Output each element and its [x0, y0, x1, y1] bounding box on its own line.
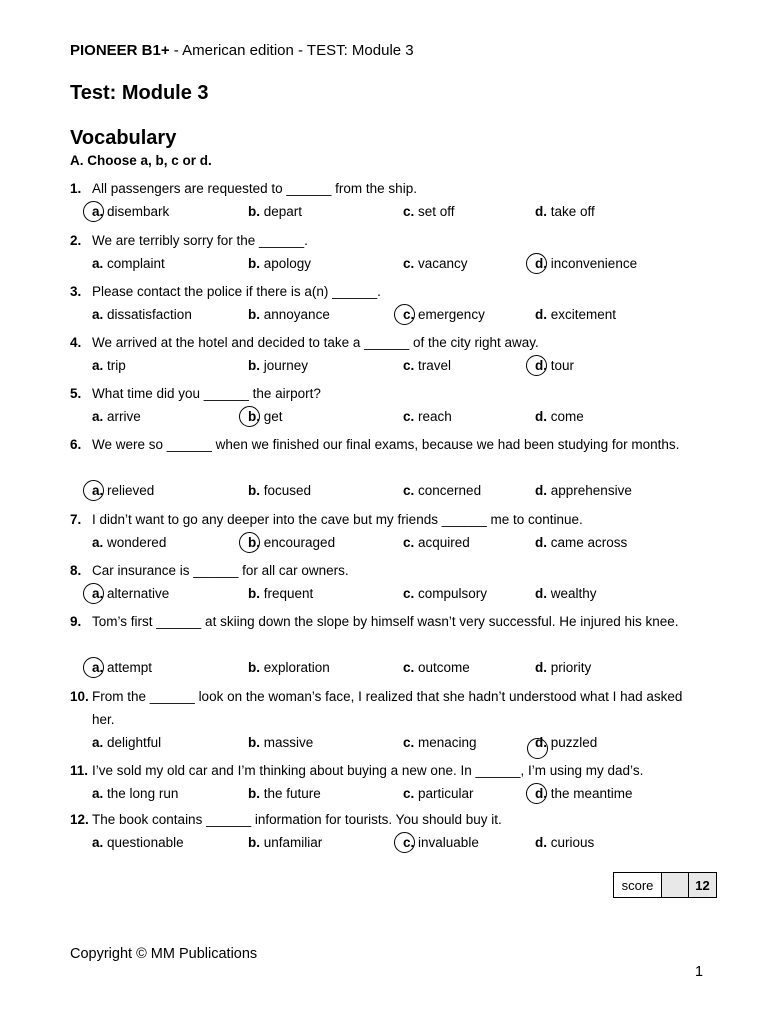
option-letter: a. — [92, 835, 104, 850]
option-label: apprehensive — [550, 483, 632, 498]
option-letter: c. — [403, 483, 415, 498]
option-label: questionable — [107, 835, 184, 850]
copyright-footer: Copyright © MM Publications — [70, 946, 258, 962]
answer-options — [70, 782, 710, 805]
option-label: excitement — [550, 307, 617, 322]
selected-answer-circle — [394, 832, 415, 853]
answer-options — [70, 354, 710, 377]
option-letter: c. — [403, 358, 415, 373]
score-value — [662, 873, 689, 897]
question-number: 8. — [70, 563, 82, 578]
option-letter: d. — [535, 586, 547, 601]
option-letter: b. — [248, 409, 260, 424]
selected-answer-circle — [526, 253, 547, 274]
option-label: tour — [550, 358, 575, 373]
option-c[interactable] — [403, 782, 474, 805]
option-d[interactable] — [535, 405, 584, 428]
page-title: Test: Module 3 — [70, 82, 209, 104]
option-b[interactable] — [248, 656, 330, 679]
selected-answer-circle — [527, 738, 548, 759]
option-d[interactable] — [535, 831, 594, 854]
page-header — [70, 42, 414, 59]
option-label: menacing — [418, 735, 477, 750]
selected-answer-circle — [83, 480, 104, 501]
option-letter: a. — [92, 307, 104, 322]
option-b[interactable] — [248, 531, 335, 554]
option-d[interactable] — [535, 252, 637, 275]
option-label: complaint — [107, 256, 165, 271]
option-label: annoyance — [263, 307, 330, 322]
option-b[interactable] — [248, 479, 311, 502]
option-letter: c. — [403, 786, 415, 801]
answer-options — [70, 303, 710, 326]
option-letter: a. — [92, 786, 104, 801]
question-number: 3. — [70, 284, 82, 299]
option-letter: d. — [535, 660, 547, 675]
question-number: 7. — [70, 512, 82, 527]
question-number: 11. — [70, 763, 89, 778]
option-label: attempt — [107, 660, 153, 675]
option-d[interactable] — [535, 782, 633, 805]
selected-answer-circle — [83, 657, 104, 678]
selected-answer-circle — [526, 355, 547, 376]
question-text: What time did you ______ the airport? — [92, 386, 321, 401]
question-number: 2. — [70, 233, 82, 248]
option-letter: d. — [535, 535, 547, 550]
option-label: dissatisfaction — [107, 307, 192, 322]
question-text: The book contains ______ information for tourists. You should buy it. — [92, 812, 502, 827]
option-letter: c. — [403, 586, 415, 601]
option-label: take off — [550, 204, 595, 219]
option-letter: b. — [248, 660, 260, 675]
option-label: focused — [263, 483, 312, 498]
option-letter: b. — [248, 256, 260, 271]
option-letter: c. — [403, 735, 415, 750]
option-letter: b. — [248, 483, 260, 498]
header-subtitle: - American edition - TEST: Module 3 — [169, 42, 414, 59]
option-letter: a. — [92, 660, 104, 675]
question-text: We are terribly sorry for the ______. — [92, 233, 308, 248]
option-label: outcome — [418, 660, 470, 675]
option-a[interactable] — [92, 782, 178, 805]
selected-answer-circle — [526, 783, 547, 804]
score-label: score — [614, 873, 662, 897]
option-c[interactable] — [403, 303, 485, 326]
option-a[interactable] — [92, 831, 184, 854]
option-letter: b. — [248, 786, 260, 801]
option-letter: b. — [248, 586, 260, 601]
answer-options — [70, 200, 710, 223]
question-number: 10. — [70, 689, 89, 704]
question-number: 6. — [70, 437, 82, 452]
option-label: come — [550, 409, 584, 424]
question-text: We were so ______ when we finished our final exams, because we had been studying for months. — [92, 437, 680, 452]
option-label: the meantime — [550, 786, 633, 801]
option-d[interactable] — [535, 200, 595, 223]
option-letter: a. — [92, 256, 104, 271]
option-letter: a. — [92, 204, 104, 219]
option-label: frequent — [263, 586, 314, 601]
question-number: 5. — [70, 386, 82, 401]
option-letter: b. — [248, 358, 260, 373]
option-label: inconvenience — [550, 256, 638, 271]
option-c[interactable] — [403, 479, 481, 502]
answer-options — [70, 731, 710, 754]
option-label: wealthy — [550, 586, 597, 601]
selected-answer-circle — [239, 532, 260, 553]
option-letter: d. — [535, 835, 547, 850]
option-letter: a. — [92, 586, 104, 601]
option-b[interactable] — [248, 831, 322, 854]
option-label: emergency — [418, 307, 485, 322]
option-c[interactable] — [403, 656, 470, 679]
option-label: disembark — [107, 204, 170, 219]
selected-answer-circle — [83, 201, 104, 222]
selected-answer-circle — [239, 406, 260, 427]
question-text: We arrived at the hotel and decided to take a ______ of the city right away. — [92, 335, 539, 350]
option-c[interactable] — [403, 582, 487, 605]
option-label: concerned — [418, 483, 482, 498]
selected-answer-circle — [394, 304, 415, 325]
option-letter: d. — [535, 786, 547, 801]
selected-answer-circle — [83, 583, 104, 604]
option-letter: c. — [403, 535, 415, 550]
option-c[interactable] — [403, 200, 455, 223]
option-letter: d. — [535, 735, 547, 750]
option-label: puzzled — [550, 735, 598, 750]
option-label: trip — [107, 358, 126, 373]
option-letter: a. — [92, 358, 104, 373]
option-letter: d. — [535, 256, 547, 271]
option-c[interactable] — [403, 405, 452, 428]
answer-options — [70, 831, 710, 854]
option-letter: c. — [403, 204, 415, 219]
option-label: set off — [418, 204, 455, 219]
option-label: vacancy — [418, 256, 468, 271]
option-letter: a. — [92, 409, 104, 424]
option-letter: b. — [248, 535, 260, 550]
option-label: alternative — [107, 586, 170, 601]
option-label: priority — [550, 660, 592, 675]
option-label: apology — [263, 256, 312, 271]
option-label: massive — [263, 735, 314, 750]
instruction: A. Choose a, b, c or d. — [70, 153, 212, 168]
answer-options — [70, 252, 710, 275]
option-label: depart — [263, 204, 303, 219]
page-number: 1 — [695, 964, 704, 980]
option-letter: d. — [535, 307, 547, 322]
option-label: acquired — [418, 535, 470, 550]
question-text: I didn’t want to go any deeper into the cave but my friends ______ me to continue. — [92, 512, 583, 527]
option-letter: d. — [535, 409, 547, 424]
option-b[interactable] — [248, 354, 308, 377]
option-letter: d. — [535, 204, 547, 219]
question-text: Please contact the police if there is a(n) ______. — [92, 284, 381, 299]
option-label: delightful — [107, 735, 162, 750]
option-label: invaluable — [418, 835, 479, 850]
answer-options — [70, 656, 710, 679]
question-text: Tom’s first ______ at skiing down the slope by himself wasn’t very successful. He injured his knee. — [92, 614, 679, 629]
option-letter: a. — [92, 735, 104, 750]
question-text: All passengers are requested to ______ from the ship. — [92, 181, 417, 196]
score-total: 12 — [689, 873, 716, 897]
option-label: arrive — [107, 409, 141, 424]
option-letter: d. — [535, 483, 547, 498]
question-text: I’ve sold my old car and I’m thinking about buying a new one. In ______, I’m using my dad’s. — [92, 763, 644, 778]
option-label: journey — [263, 358, 309, 373]
option-letter: d. — [535, 358, 547, 373]
option-letter: b. — [248, 307, 260, 322]
question-text: Car insurance is ______ for all car owners. — [92, 563, 349, 578]
option-d[interactable] — [535, 656, 591, 679]
option-b[interactable] — [248, 731, 313, 754]
option-letter: b. — [248, 735, 260, 750]
option-a[interactable] — [92, 303, 192, 326]
option-d[interactable] — [535, 303, 616, 326]
answer-options — [70, 582, 710, 605]
option-letter: c. — [403, 307, 415, 322]
option-letter: c. — [403, 256, 415, 271]
option-b[interactable] — [248, 303, 330, 326]
option-c[interactable] — [403, 354, 451, 377]
question-number: 1. — [70, 181, 82, 196]
option-label: came across — [550, 535, 628, 550]
answer-options — [70, 531, 710, 554]
question-number: 9. — [70, 614, 82, 629]
option-label: the future — [263, 786, 321, 801]
option-label: encouraged — [263, 535, 336, 550]
option-a[interactable] — [92, 731, 161, 754]
option-letter: c. — [403, 835, 415, 850]
question-number: 12. — [70, 812, 89, 827]
option-label: the long run — [107, 786, 179, 801]
option-letter: b. — [248, 835, 260, 850]
option-d[interactable] — [535, 582, 597, 605]
option-label: get — [263, 409, 283, 424]
option-letter: a. — [92, 483, 104, 498]
option-label: curious — [550, 835, 595, 850]
score-box — [613, 872, 717, 898]
option-d[interactable] — [535, 479, 632, 502]
option-letter: c. — [403, 409, 415, 424]
option-a[interactable] — [92, 354, 126, 377]
option-label: unfamiliar — [263, 835, 323, 850]
option-b[interactable] — [248, 200, 302, 223]
option-a[interactable] — [92, 252, 165, 275]
option-c[interactable] — [403, 252, 468, 275]
option-letter: b. — [248, 204, 260, 219]
answer-options — [70, 405, 710, 428]
question-number: 4. — [70, 335, 82, 350]
option-c[interactable] — [403, 531, 470, 554]
option-letter: c. — [403, 660, 415, 675]
answer-options — [70, 479, 710, 502]
option-label: particular — [418, 786, 474, 801]
header-brand: PIONEER B1+ — [70, 42, 170, 59]
option-letter: a. — [92, 535, 104, 550]
option-label: compulsory — [418, 586, 488, 601]
option-label: wondered — [107, 535, 167, 550]
option-a[interactable] — [92, 531, 166, 554]
option-b[interactable] — [248, 782, 321, 805]
option-label: travel — [418, 358, 452, 373]
option-a[interactable] — [92, 405, 141, 428]
section-heading: Vocabulary — [70, 127, 177, 149]
option-label: relieved — [107, 483, 155, 498]
option-c[interactable] — [403, 731, 477, 754]
option-b[interactable] — [248, 582, 313, 605]
option-label: reach — [418, 409, 452, 424]
option-b[interactable] — [248, 252, 311, 275]
option-label: exploration — [263, 660, 330, 675]
option-d[interactable] — [535, 531, 627, 554]
question-text: From the ______ look on the woman’s face, I realized that she hadn’t understood what I had asked her. — [92, 689, 683, 727]
